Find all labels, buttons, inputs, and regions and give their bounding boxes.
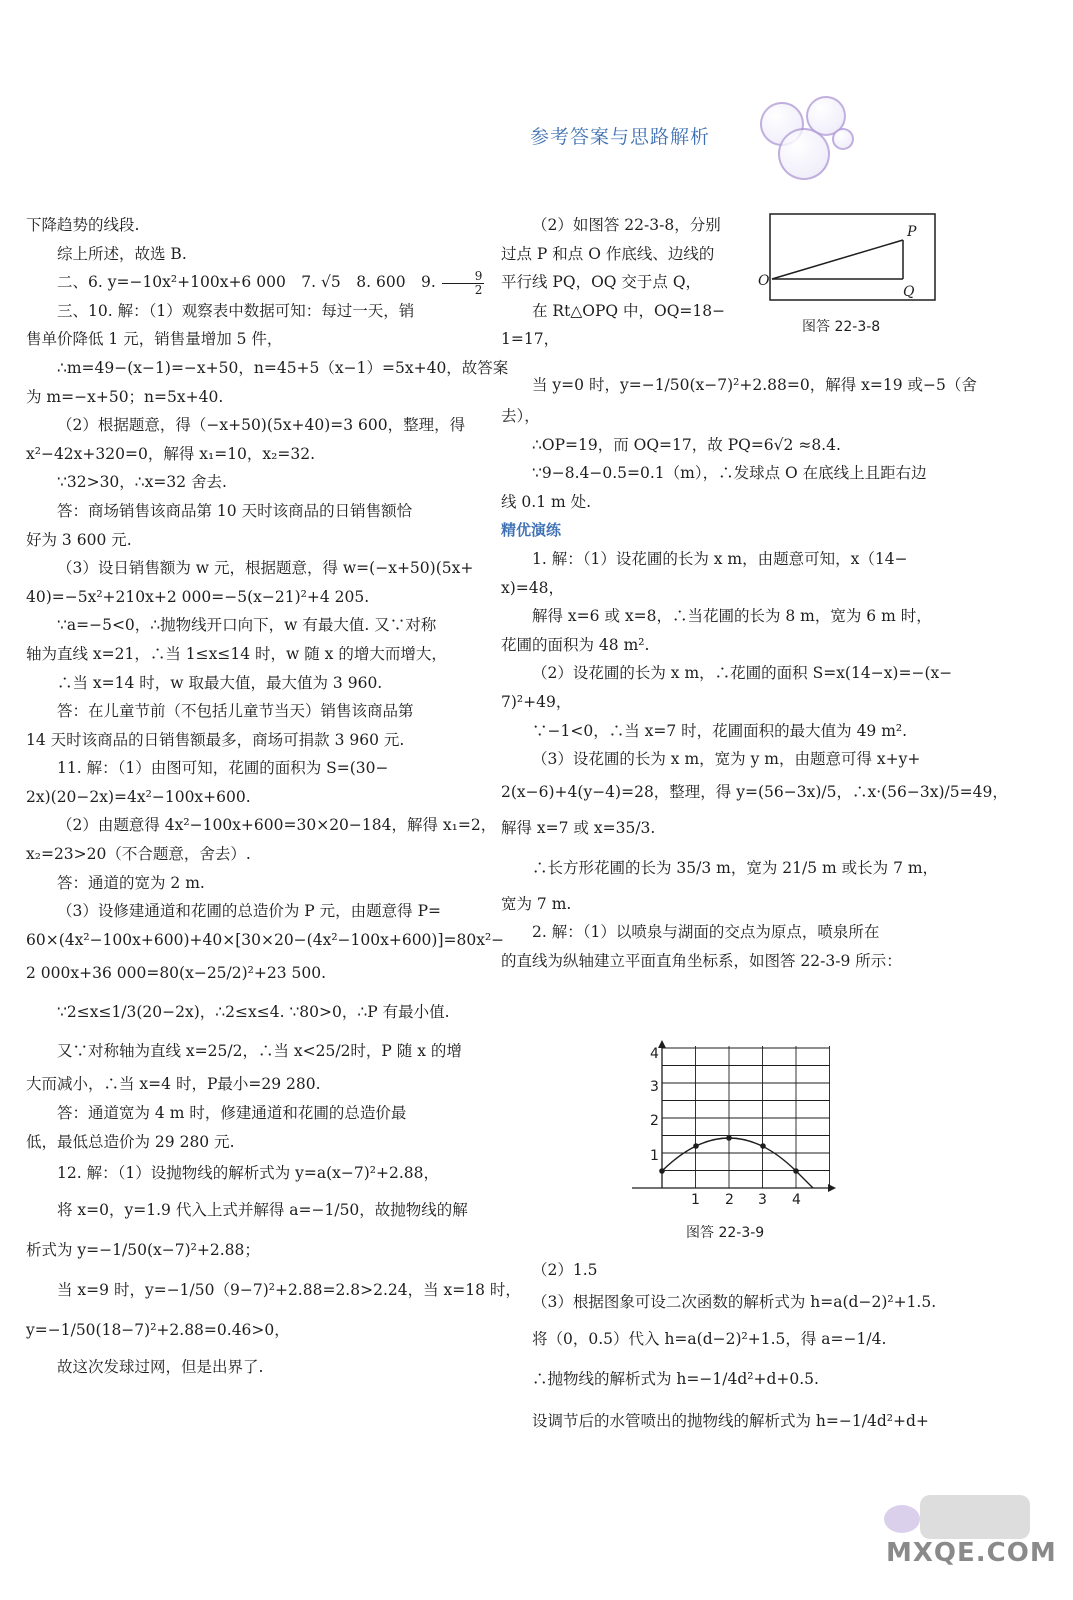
point-label-P: P xyxy=(907,224,917,240)
text-line: （2）由题意得 4x²−100x+600=30×20−184，解得 x₁=2， xyxy=(57,816,497,835)
y-tick-label: 4 xyxy=(650,1046,659,1062)
point-label-Q: Q xyxy=(903,284,915,300)
curve-point xyxy=(726,1135,732,1141)
text-line: 解得 x=6 或 x=8，∴当花圃的长为 8 m，宽为 6 m 时， xyxy=(532,607,932,626)
text-line: 答：在儿童节前（不包括儿童节当天）销售该商品第 xyxy=(57,702,414,721)
text-line: 当 y=0 时，y=−1/50(x−7)²+2.88=0，解得 x=19 或−5（舍 xyxy=(532,375,977,394)
text-line: （2）如图答 22-3-8，分别 xyxy=(532,216,721,234)
text-line: ∵32>30，∴x=32 舍去. xyxy=(57,473,227,492)
figure-caption: 图答 22-3-8 xyxy=(802,319,881,335)
text-line: 14 天时该商品的日销售额最多，商场可捐款 3 960 元. xyxy=(26,730,405,749)
text-line: 答：通道的宽为 2 m. xyxy=(57,873,205,892)
bubble-decoration xyxy=(778,128,830,180)
text-line: 综上所述，故选 B. xyxy=(57,244,187,263)
text-line: x₂=23>20（不合题意，舍去）. xyxy=(26,845,251,864)
text-line: 40)=−5x²+210x+2 000=−5(x−21)²+4 205. xyxy=(26,587,370,606)
y-tick-label: 2 xyxy=(650,1113,659,1129)
text-line: y=−1/50(18−7)²+2.88=0.46>0， xyxy=(26,1321,290,1340)
y-tick-label: 1 xyxy=(650,1148,659,1164)
text-line: 平行线 PQ，OQ 交于点 Q， xyxy=(501,273,702,292)
text-line: 下降趋势的线段. xyxy=(26,216,140,234)
text-line: ∴m=49−(x−1)=−x+50，n=45+5（x−1）=5x+40，故答案 xyxy=(57,358,509,377)
text-line: 大而减小，∴当 x=4 时，P最小=29 280. xyxy=(26,1075,321,1094)
text-line: 将（0，0.5）代入 h=a(d−2)²+1.5，得 a=−1/4. xyxy=(532,1329,887,1348)
text-line: 二、6. y=−10x²+100x+6 000 7. √5 8. 600 9. $\frac{9}{2}$ xyxy=(57,268,483,297)
x-tick-label: 2 xyxy=(725,1192,734,1208)
figure-22-3-8 xyxy=(755,212,945,304)
text-line: 将 x=0，y=1.9 代入上式并解得 a=−1/50，故抛物线的解 xyxy=(57,1201,468,1220)
text-line: 去）， xyxy=(501,406,540,425)
text-line: ∴当 x=14 时，w 取最大值，最大值为 3 960. xyxy=(57,673,383,692)
text-line: （2）1.5 xyxy=(532,1261,598,1279)
right-column xyxy=(501,211,1008,975)
text-line: 12. 解：（1）设抛物线的解析式为 y=a(x−7)²+2.88， xyxy=(57,1164,439,1183)
text-line: （3）设日销售额为 w 元，根据题意，得 w=(−x+50)(5x+ xyxy=(57,559,474,578)
text-line: x)=48， xyxy=(501,578,564,597)
text-line: （2）根据题意，得（−x+50)(5x+40)=3 600，整理，得 xyxy=(57,416,466,435)
watermark-text: MXQE.COM xyxy=(886,1538,1057,1568)
text-line: 故这次发球过网，但是出界了. xyxy=(57,1358,264,1377)
text-line: 的直线为纵轴建立平面直角坐标系，如图答 22-3-9 所示： xyxy=(501,951,902,970)
text-line: ∵9−8.4−0.5=0.1（m），∴发球点 O 在底线上且距右边 xyxy=(532,464,927,483)
text-line: 低，最低总造价为 29 280 元. xyxy=(26,1132,235,1151)
curve-point xyxy=(793,1168,799,1174)
text-line: x²−42x+320=0，解得 x₁=10，x₂=32. xyxy=(26,444,316,463)
text-line: 1=17， xyxy=(501,330,560,349)
grid xyxy=(662,1046,830,1188)
text-line: （3）设修建通道和花圃的总造价为 P 元，由题意得 P= xyxy=(57,902,441,921)
curve-point xyxy=(659,1168,665,1174)
text-line: ∴抛物线的解析式为 h=−1/4d²+d+0.5. xyxy=(532,1369,819,1388)
bubble-decoration xyxy=(832,128,854,150)
figure-caption: 图答 22-3-9 xyxy=(686,1225,765,1241)
left-column xyxy=(26,211,521,1384)
segment-OP xyxy=(772,240,903,279)
text-line: 当 x=9 时，y=−1/50（9−7)²+2.88=2.8>2.24，当 x=18 时， xyxy=(57,1281,521,1300)
section-heading: 精优演练 xyxy=(501,521,562,540)
parabola-curve xyxy=(662,1138,813,1188)
y-tick-label: 3 xyxy=(650,1079,659,1095)
text-line: 过点 P 和点 O 作底线、边线的 xyxy=(501,244,715,263)
text-line: 在 Rt△OPQ 中，OQ=18− xyxy=(532,301,726,320)
text-line: 答：通道宽为 4 m 时，修建通道和花圃的总造价最 xyxy=(57,1104,407,1123)
text-line: 花圃的面积为 48 m². xyxy=(501,635,650,654)
text-line: 宽为 7 m. xyxy=(501,894,572,913)
text-line: （3）设花圃的长为 x m，宽为 y m，由题意可得 x+y+ xyxy=(532,750,921,769)
page-title: 参考答案与思路解析 xyxy=(530,126,711,148)
text-line: 轴为直线 x=21，∴当 1≤x≤14 时，w 随 x 的增大而增大， xyxy=(26,644,447,663)
text-line: 1. 解：（1）设花圃的长为 x m，由题意可知，x（14− xyxy=(532,549,908,568)
figure-22-3-9 xyxy=(628,1038,838,1208)
text-line: 好为 3 600 元. xyxy=(26,530,132,549)
text-line: 2 000x+36 000=80(x−25/2)²+23 500. xyxy=(26,964,327,983)
text-line: 2. 解：（1）以喷泉与湖面的交点为原点，喷泉所在 xyxy=(532,923,880,942)
text-line: 析式为 y=−1/50(x−7)²+2.88； xyxy=(26,1241,260,1260)
text-line: 线 0.1 m 处. xyxy=(501,492,592,511)
text-line: ∴OP=19，而 OQ=17，故 PQ=6√2 ≈8.4. xyxy=(532,435,841,454)
text-line: 设调节后的水管喷出的抛物线的解析式为 h=−1/4d²+d+ xyxy=(532,1411,929,1430)
fraction-9-2: $\frac{9}{2}$ xyxy=(442,270,485,297)
text-line: 2x)(20−2x)=4x²−100x+600. xyxy=(26,787,251,806)
text-line: ∴长方形花圃的长为 35/3 m，宽为 21/5 m 或长为 7 m， xyxy=(532,858,939,877)
text-line: 为 m=−x+50；n=5x+40. xyxy=(26,387,224,406)
text-line: ∵a=−5<0，∴抛物线开口向下，w 有最大值. 又∵对称 xyxy=(57,616,437,635)
point-label-O: O xyxy=(758,273,770,289)
text-line: （3）根据图象可设二次函数的解析式为 h=a(d−2)²+1.5. xyxy=(532,1292,937,1311)
x-axis-arrow xyxy=(828,1184,836,1192)
text-line: ∵2≤x≤1/3(20−2x)，∴2≤x≤4. ∵80>0，∴P 有最小值. xyxy=(57,1003,450,1022)
text-line: ∵−1<0，∴当 x=7 时，花圃面积的最大值为 49 m². xyxy=(532,721,908,740)
text-line: 答：商场销售该商品第 10 天时该商品的日销售额恰 xyxy=(57,501,413,520)
text-line: 解得 x=7 或 x=35/3. xyxy=(501,818,656,837)
text-line: 2(x−6)+4(y−4)=28，整理，得 y=(56−3x)/5，∴x·(56−3x)/5=49， xyxy=(501,782,1008,801)
page-header xyxy=(0,0,1073,190)
text-line: 又∵对称轴为直线 x=25/2，∴当 x<25/2时，P 随 x 的增 xyxy=(57,1042,462,1061)
x-tick-label: 3 xyxy=(758,1192,767,1208)
x-tick-label: 4 xyxy=(792,1192,801,1208)
x-tick-label: 1 xyxy=(691,1192,700,1208)
text-line: 售单价降低 1 元，销售量增加 5 件， xyxy=(26,330,283,349)
text-line: （2）设花圃的长为 x m，∴花圃的面积 S=x(14−x)=−(x− xyxy=(532,664,953,683)
right-column-lower xyxy=(501,1256,971,1443)
text-line: 60×(4x²−100x+600)+40×[30×20−(4x²−100x+600)]=80x²− xyxy=(26,930,505,949)
curve-point xyxy=(693,1143,699,1149)
text-line: 7)²+49， xyxy=(501,692,572,711)
y-axis-arrow xyxy=(658,1040,666,1048)
text-line: 11. 解：（1）由图可知，花圃的面积为 S=(30− xyxy=(57,759,389,778)
text-line: 三、10. 解：（1）观察表中数据可知：每过一天，销 xyxy=(57,301,415,320)
curve-point xyxy=(760,1143,766,1149)
